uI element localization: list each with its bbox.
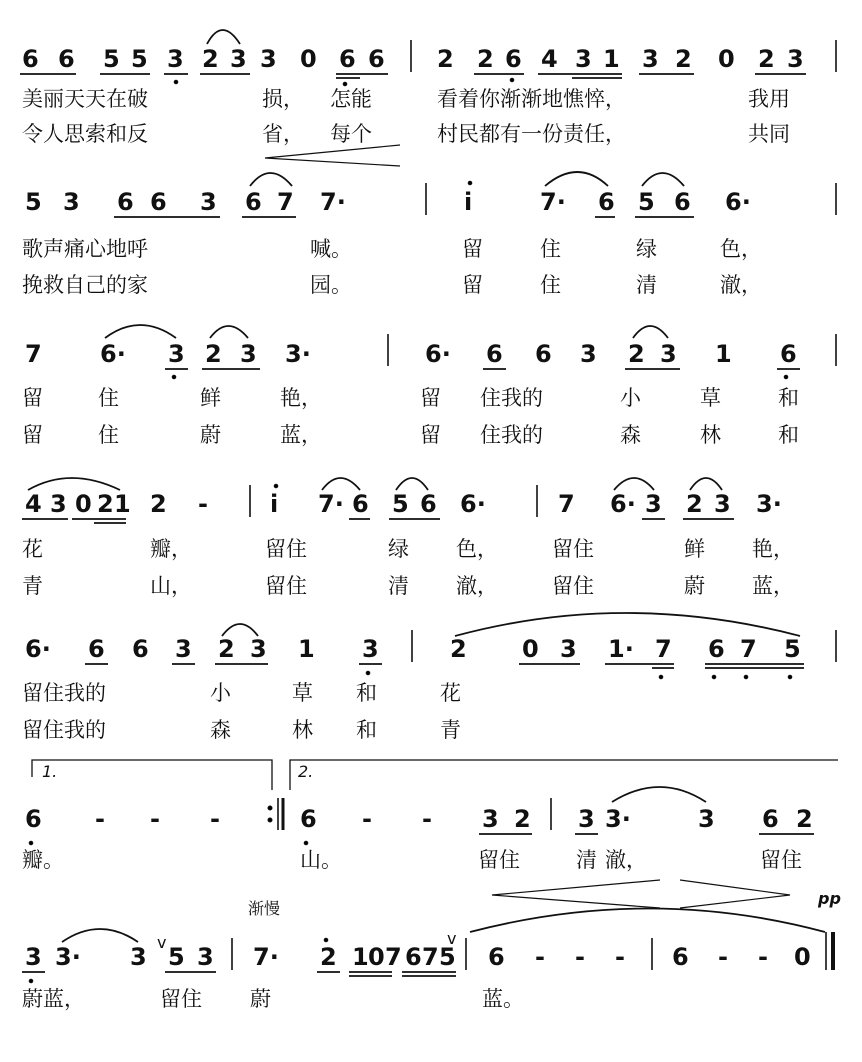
note: 3	[25, 943, 42, 971]
lyric: 清	[388, 574, 409, 598]
slur	[396, 478, 428, 490]
lyric: 留	[420, 386, 441, 410]
note: 6	[352, 490, 369, 518]
note: 3	[580, 340, 597, 368]
note: 2	[758, 45, 775, 73]
slur	[612, 787, 706, 802]
note: 6·	[725, 188, 751, 216]
octave-dot	[29, 841, 33, 845]
note: 2	[686, 490, 703, 518]
note: 3	[260, 45, 277, 73]
lyric: 青	[22, 574, 43, 598]
lyric: 留住	[265, 574, 307, 598]
note: 3	[578, 805, 595, 833]
lyric: 林	[700, 423, 721, 447]
note: 3	[698, 805, 715, 833]
note: -	[210, 805, 220, 833]
note: 7	[25, 340, 42, 368]
repeat-dot	[268, 806, 272, 810]
lyric: 小	[210, 681, 231, 705]
breath-mark: v	[447, 929, 457, 948]
note: 3	[50, 490, 67, 518]
lyric: 色，	[720, 237, 762, 261]
system-2	[22, 172, 836, 298]
crescendo-hairpin	[265, 145, 400, 166]
lyric: 瓣。	[22, 848, 64, 872]
decrescendo-hairpin	[680, 880, 790, 908]
volta-bracket-1	[32, 760, 272, 790]
lyric: 留	[462, 273, 483, 297]
lyric: 澈，	[605, 848, 647, 872]
note: 6	[339, 45, 356, 73]
note: 3	[714, 490, 731, 518]
breath-mark: v	[157, 933, 167, 952]
note: 3	[175, 635, 192, 663]
note: 0	[300, 45, 317, 73]
lyric: 蔚	[200, 423, 221, 447]
note: -	[95, 805, 105, 833]
note: 6	[368, 45, 385, 73]
lyric: 林	[292, 718, 313, 742]
note: 7	[385, 943, 402, 971]
octave-dot	[788, 675, 792, 679]
note: 3	[63, 188, 80, 216]
note: 2	[320, 943, 337, 971]
note: 2	[450, 635, 467, 663]
note: 3	[787, 45, 804, 73]
lyric: 艳，	[752, 537, 794, 561]
lyric: 挽救自己的家	[22, 273, 148, 297]
note: 1	[352, 943, 369, 971]
note: 3	[482, 805, 499, 833]
lyric: 令人思索和反	[22, 122, 148, 146]
note: 7·	[253, 943, 279, 971]
lyric: 蔚	[684, 574, 705, 598]
octave-dot	[29, 979, 33, 983]
lyric: 留住	[160, 987, 202, 1011]
octave-dot	[274, 484, 278, 488]
note: -	[758, 943, 768, 971]
note: 2	[218, 635, 235, 663]
slur	[250, 173, 292, 186]
lyric: 绿	[388, 537, 409, 561]
volta-label-1: 1.	[42, 762, 58, 781]
note: 3	[642, 45, 659, 73]
repeat-dot	[268, 818, 272, 822]
note: 3	[575, 45, 592, 73]
lyric: 蓝，	[752, 574, 794, 598]
slur	[455, 613, 800, 636]
note: 3	[197, 943, 214, 971]
note: 4	[541, 45, 558, 73]
lyric: 省，	[262, 122, 304, 146]
note: 6	[486, 340, 503, 368]
lyric: 蓝，	[280, 423, 322, 447]
lyric: 草	[292, 681, 313, 705]
note: 2	[796, 805, 813, 833]
lyric: 歌声痛心地呼	[22, 237, 148, 261]
note: 6	[598, 188, 615, 216]
lyric: 留住	[760, 848, 802, 872]
lyric: 留	[22, 386, 43, 410]
lyric: 蔚蓝，	[22, 987, 85, 1011]
note: 7	[422, 943, 439, 971]
note: 0	[794, 943, 811, 971]
lyric: 住我的	[480, 423, 543, 447]
note: 1	[603, 45, 620, 73]
note: 0	[75, 490, 92, 518]
note: 3	[200, 188, 217, 216]
note: -	[615, 943, 625, 971]
lyric: 森	[210, 718, 231, 742]
note: -	[718, 943, 728, 971]
system-4	[22, 478, 794, 599]
note: 6·	[460, 490, 486, 518]
note: 6	[762, 805, 779, 833]
lyric: 清	[636, 273, 657, 297]
octave-dot	[366, 671, 370, 675]
note: 3·	[285, 340, 311, 368]
note: 5	[103, 45, 120, 73]
note: 3	[250, 635, 267, 663]
note: 2	[150, 490, 167, 518]
note: 2	[97, 490, 114, 518]
note: 3·	[756, 490, 782, 518]
note: 6	[150, 188, 167, 216]
note: 6	[505, 45, 522, 73]
note: 3	[645, 490, 662, 518]
lyric: 小	[620, 386, 641, 410]
system-7	[22, 889, 841, 1012]
tempo-marking: 渐慢	[248, 899, 281, 918]
note: 5	[784, 635, 801, 663]
note: -	[150, 805, 160, 833]
volta-label-2: 2.	[298, 762, 314, 781]
lyric: 住我的	[480, 386, 543, 410]
slur	[62, 929, 138, 942]
lyric: 美丽天天在破	[22, 87, 148, 111]
slur	[28, 478, 120, 490]
note: 5	[168, 943, 185, 971]
note: 3·	[605, 805, 631, 833]
lyric: 损，	[262, 87, 304, 111]
lyric: 看着你渐渐地憔悴，	[437, 87, 626, 111]
note: 1	[298, 635, 315, 663]
lyric: 森	[620, 423, 641, 447]
lyric: 瓣，	[150, 537, 192, 561]
note: i	[270, 490, 279, 518]
note: -	[575, 943, 585, 971]
note: 7·	[318, 490, 344, 518]
lyric: 清	[576, 848, 597, 872]
octave-dot	[744, 675, 748, 679]
lyric: 鲜	[200, 386, 221, 410]
note: -	[198, 490, 208, 518]
lyric: 花	[440, 681, 461, 705]
note: 6	[405, 943, 422, 971]
crescendo-hairpin	[492, 880, 660, 908]
slur	[322, 478, 360, 490]
slur	[105, 325, 176, 338]
note: 6	[22, 45, 39, 73]
lyric: 住	[540, 273, 561, 297]
note: 2	[202, 45, 219, 73]
lyric: 留住	[552, 574, 594, 598]
lyric: 蔚	[250, 987, 271, 1011]
note: -	[362, 805, 372, 833]
note: 5	[638, 188, 655, 216]
note: -	[422, 805, 432, 833]
lyric: 绿	[636, 237, 657, 261]
note: 1·	[608, 635, 634, 663]
slur	[470, 909, 825, 933]
note: 6·	[425, 340, 451, 368]
note: 7	[655, 635, 672, 663]
note: 7	[740, 635, 757, 663]
lyric: 和	[778, 423, 799, 447]
lyric: 山，	[150, 574, 192, 598]
note: 5	[131, 45, 148, 73]
lyric: 留	[420, 423, 441, 447]
note: 6	[132, 635, 149, 663]
slur	[210, 326, 248, 338]
lyric: 留住	[478, 848, 520, 872]
note: 5	[439, 943, 456, 971]
note: 6	[780, 340, 797, 368]
note: 2	[514, 805, 531, 833]
volta-bracket-2	[290, 760, 838, 790]
slur	[690, 478, 722, 490]
octave-dot	[172, 375, 176, 379]
octave-dot	[712, 675, 716, 679]
lyric: 鲜	[684, 537, 705, 561]
lyric: 留住	[552, 537, 594, 561]
lyric: 蓝。	[482, 987, 524, 1011]
lyric: 我用	[748, 87, 790, 111]
octave-dot	[510, 78, 514, 82]
octave-dot	[174, 80, 178, 84]
note: 1	[114, 490, 131, 518]
note: 7	[277, 188, 294, 216]
lyric: 住	[98, 423, 119, 447]
lyric: 青	[440, 718, 461, 742]
lyric: 留住我的	[22, 681, 106, 705]
note: 3	[660, 340, 677, 368]
note: 6	[58, 45, 75, 73]
lyric: 村民都有一份责任，	[437, 122, 626, 146]
note: 7·	[320, 188, 346, 216]
lyric: 每个	[330, 122, 372, 146]
note: 6	[245, 188, 262, 216]
slur	[614, 478, 654, 490]
lyric: 澈，	[720, 273, 762, 297]
note: 6	[88, 635, 105, 663]
note: 6	[300, 805, 317, 833]
lyric: 怎能	[330, 87, 372, 111]
note: -	[535, 943, 545, 971]
octave-dot	[343, 82, 347, 86]
lyric: 和	[356, 718, 377, 742]
note: 6·	[100, 340, 126, 368]
dynamic-marking: pp	[818, 889, 841, 908]
system-5	[22, 613, 836, 742]
slur	[633, 326, 668, 338]
note: 0	[368, 943, 385, 971]
note: 7	[558, 490, 575, 518]
note: 7·	[540, 188, 566, 216]
note: 3	[130, 943, 147, 971]
octave-dot	[324, 938, 328, 942]
note: 6	[708, 635, 725, 663]
note: 3	[230, 45, 247, 73]
note: 5	[25, 188, 42, 216]
lyric: 留住	[265, 537, 307, 561]
note: 2	[205, 340, 222, 368]
note: 1	[715, 340, 732, 368]
lyric: 共同	[748, 122, 790, 146]
note: 6	[117, 188, 134, 216]
octave-dot	[659, 675, 663, 679]
slur	[642, 173, 684, 186]
note: 2	[437, 45, 454, 73]
note: 6	[420, 490, 437, 518]
note: 3·	[55, 943, 81, 971]
lyric: 山。	[300, 848, 342, 872]
lyric: 澈，	[456, 574, 498, 598]
note: 4	[25, 490, 42, 518]
system-6	[22, 760, 838, 908]
lyric: 色，	[456, 537, 498, 561]
slur	[207, 30, 240, 44]
slur	[545, 172, 608, 186]
lyric: 花	[22, 537, 43, 561]
lyric: 留住我的	[22, 718, 106, 742]
note: 6	[672, 943, 689, 971]
octave-dot	[784, 375, 788, 379]
lyric: 草	[700, 386, 721, 410]
lyric: 园。	[310, 273, 352, 297]
note: 6	[25, 805, 42, 833]
lyric: 住	[98, 386, 119, 410]
note: 6·	[610, 490, 636, 518]
lyric: 住	[540, 237, 561, 261]
note: 0	[718, 45, 735, 73]
system-3	[22, 325, 836, 448]
note: 2	[628, 340, 645, 368]
note: 0	[522, 635, 539, 663]
note: 6	[535, 340, 552, 368]
note: 2	[477, 45, 494, 73]
note: 3	[240, 340, 257, 368]
lyric: 艳，	[280, 386, 322, 410]
lyric: 和	[778, 386, 799, 410]
lyric: 喊。	[310, 237, 352, 261]
note: 3	[560, 635, 577, 663]
note: 3	[168, 340, 185, 368]
note: 6	[674, 188, 691, 216]
system-1	[20, 30, 836, 166]
note: 6	[488, 943, 505, 971]
octave-dot	[304, 841, 308, 845]
lyric: 留	[462, 237, 483, 261]
note: 2	[675, 45, 692, 73]
octave-dot	[468, 181, 472, 185]
lyric: 和	[356, 681, 377, 705]
note: 3	[167, 45, 184, 73]
note: i	[464, 188, 473, 216]
note: 3	[362, 635, 379, 663]
note: 6·	[25, 635, 51, 663]
note: 5	[392, 490, 409, 518]
lyric: 留	[22, 423, 43, 447]
